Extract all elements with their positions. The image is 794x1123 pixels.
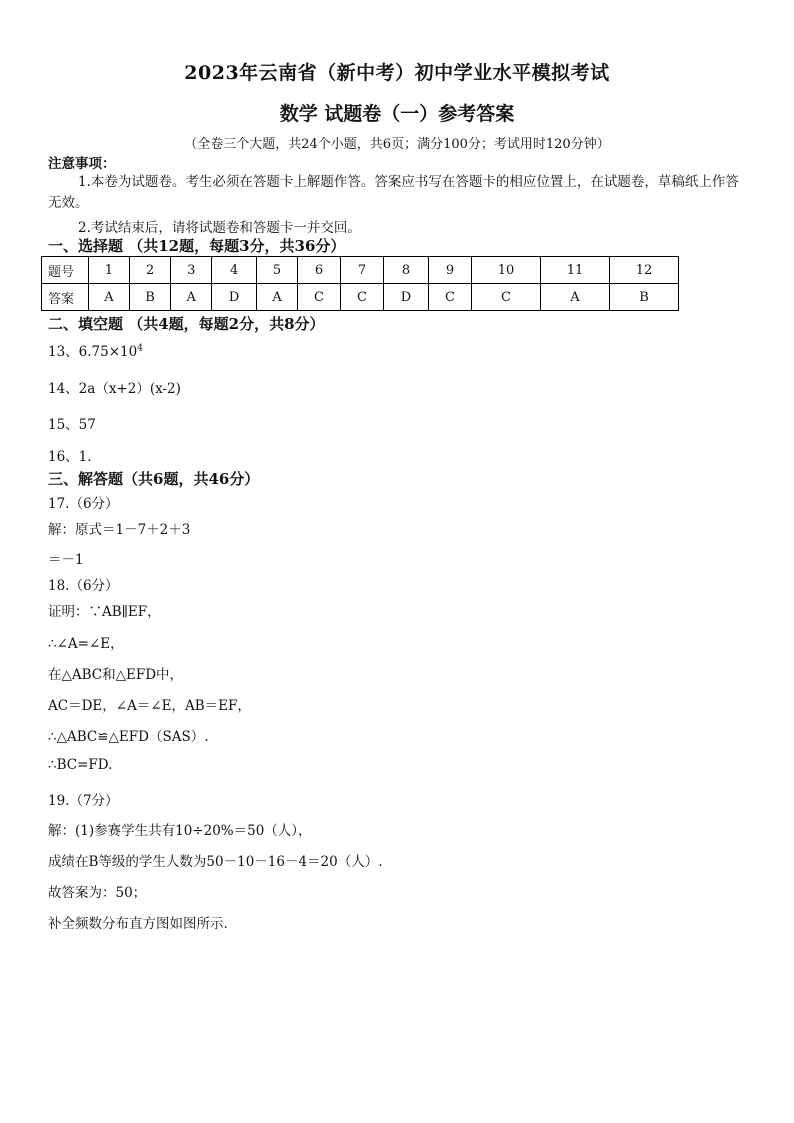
exam-info: （全卷三个大题，共24个小题，共6页；满分100分；考试用时120分钟） [184, 137, 610, 152]
table-cell: 8 [384, 257, 429, 284]
answer-14: 14、2a（x+2）(x-2) [48, 381, 181, 397]
table-cell: 4 [212, 257, 257, 284]
table-cell: A [89, 284, 130, 311]
table-cell: B [129, 284, 171, 311]
table-cell: 1 [89, 257, 130, 284]
section1-heading: 一、选择题 （共12题，每题3分，共36分） [48, 237, 346, 255]
table-cell: C [340, 284, 383, 311]
table-cell: 6 [297, 257, 340, 284]
notes-item-1: 1.本卷为试题卷。考生必须在答题卡上解题作答。答案应书写在答题卡的相应位置上，在试题卷，草稿纸上作答无效。 [48, 174, 739, 211]
q18-step-4: AC＝DE，∠A＝∠E，AB＝EF， [48, 698, 251, 714]
answer-13-text: 13、6.75×10 [48, 344, 138, 360]
table-cell: C [297, 284, 340, 311]
answer-15: 15、57 [48, 417, 96, 433]
q17-step-1: 解：原式＝1－7＋2＋3 [48, 522, 191, 538]
exam-subtitle: 数学 试题卷（一）参考答案 [279, 103, 515, 125]
q18-title: 18.（6分） [48, 578, 119, 594]
q18-step-5: ∴△ABC≌△EFD（SAS）. [48, 729, 209, 745]
answer-16: 16、1． [48, 449, 101, 465]
q19-title: 19.（7分） [48, 793, 119, 809]
q18-step-3: 在△ABC和△EFD中， [48, 667, 184, 683]
table-cell: 12 [609, 257, 678, 284]
table-row [42, 257, 679, 284]
row-label-answer: 答案 [42, 284, 89, 311]
answer-13 [48, 340, 143, 360]
table-cell: 7 [340, 257, 383, 284]
table-cell: C [472, 284, 541, 311]
table-cell: 3 [171, 257, 212, 284]
q19-step-3: 故答案为：50； [48, 885, 147, 901]
q19-step-2: 成绩在B等级的学生人数为50－10－16－4＝20（人）. [48, 854, 383, 870]
q18-step-6: ∴BC=FD. [48, 757, 113, 773]
table-row [42, 284, 679, 311]
answer-13-exponent: 4 [137, 343, 143, 354]
table-cell: A [257, 284, 298, 311]
table-cell: B [609, 284, 678, 311]
table-cell: A [540, 284, 609, 311]
table-cell: C [428, 284, 471, 311]
q19-step-1: 解：(1)参赛学生共有10÷20%＝50（人）， [48, 823, 312, 839]
q17-title: 17.（6分） [48, 496, 119, 512]
table-cell: 5 [257, 257, 298, 284]
notes-item-2: 2.考试结束后，请将试题卷和答题卡一并交回。 [78, 220, 361, 236]
row-label-number: 题号 [42, 257, 89, 284]
notes-heading: 注意事项： [48, 156, 116, 172]
table-cell: 9 [428, 257, 471, 284]
table-cell: D [384, 284, 429, 311]
section3-heading: 三、解答题（共6题，共46分） [48, 470, 260, 488]
table-cell: A [171, 284, 212, 311]
q18-step-1: 证明：∵AB∥EF， [48, 604, 161, 620]
answer-table [41, 256, 679, 311]
exam-title: 2023年云南省（新中考）初中学业水平模拟考试 [184, 62, 610, 84]
q17-step-2: ＝－1 [48, 552, 84, 568]
table-cell: 2 [129, 257, 171, 284]
section2-heading: 二、填空题 （共4题，每题2分，共8分） [48, 315, 325, 333]
q19-step-4: 补全频数分布直方图如图所示. [48, 916, 228, 932]
table-cell: 11 [540, 257, 609, 284]
table-cell: D [212, 284, 257, 311]
table-cell: 10 [472, 257, 541, 284]
q18-step-2: ∴∠A=∠E， [48, 636, 124, 652]
